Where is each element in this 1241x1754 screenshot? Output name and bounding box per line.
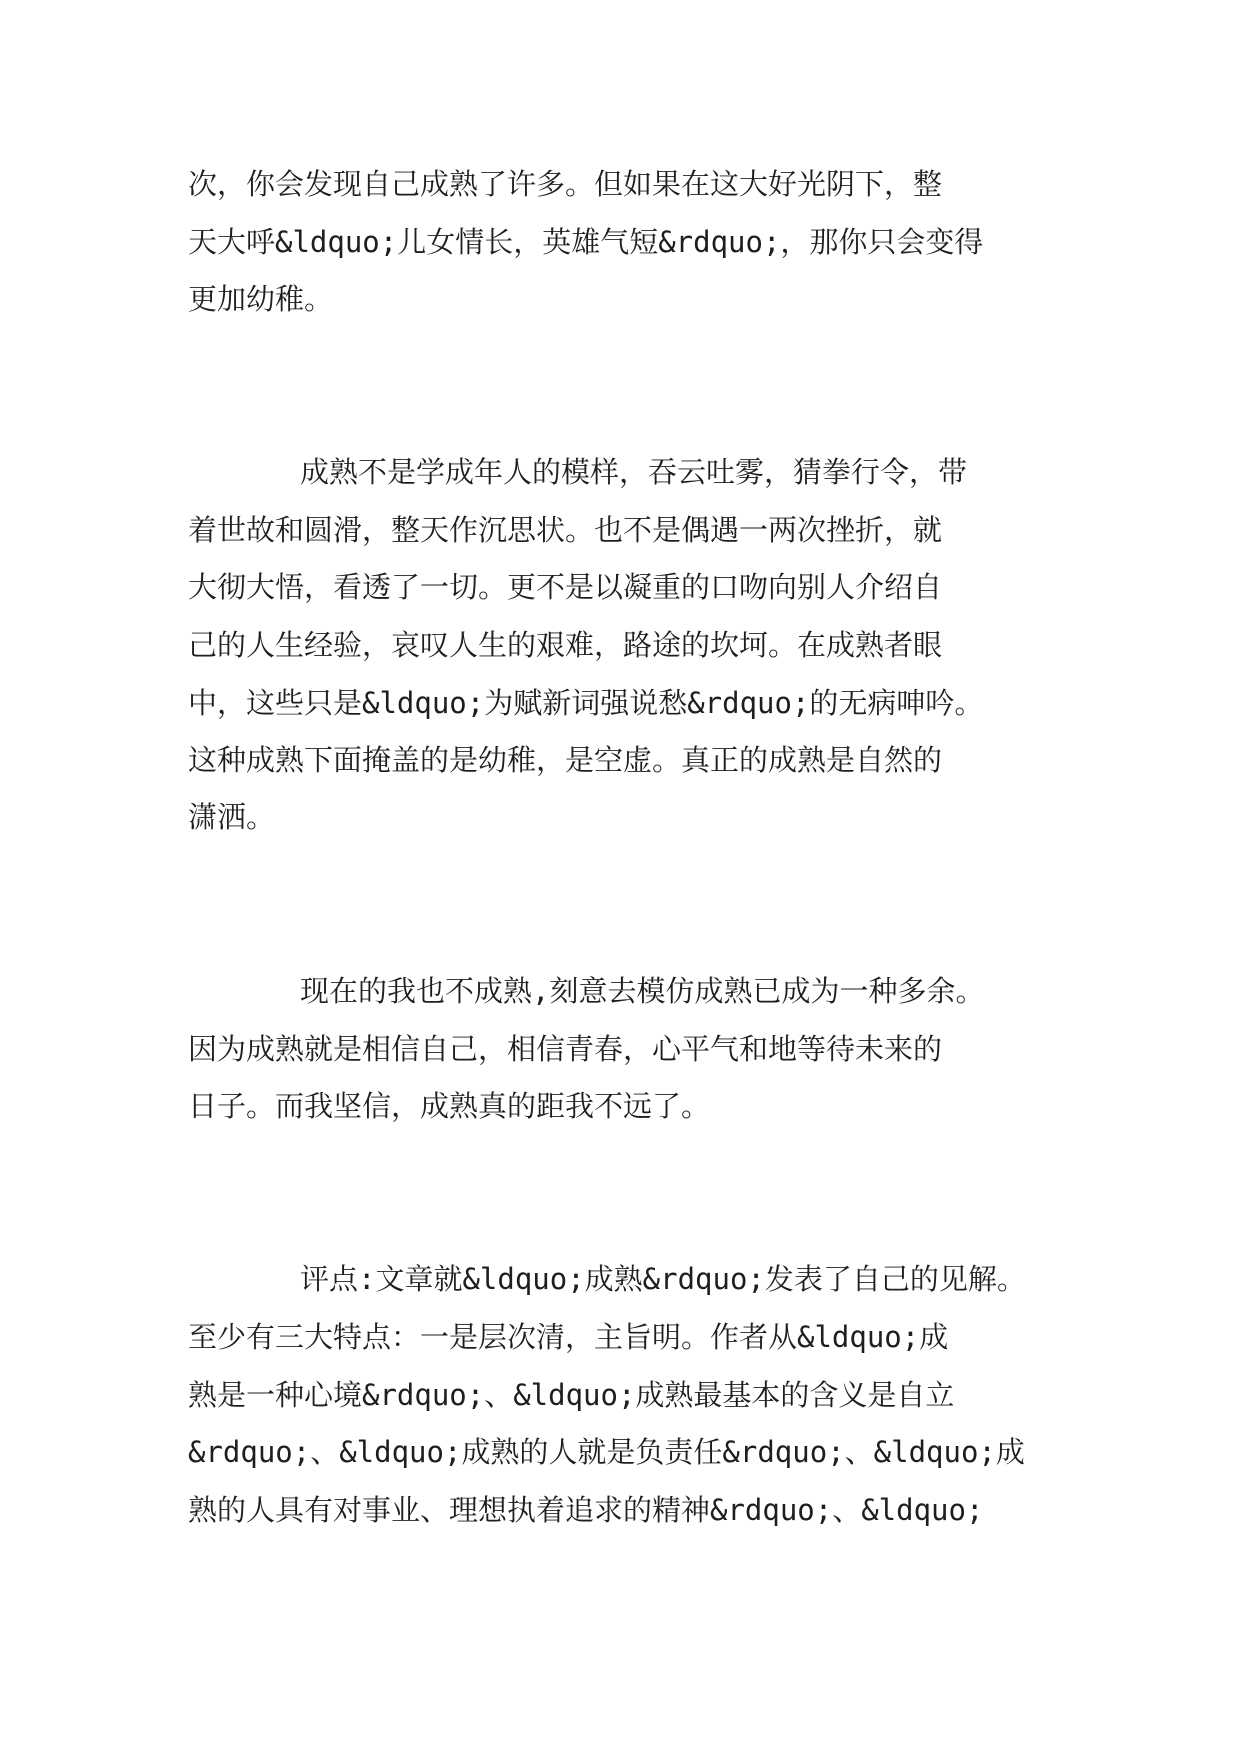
paragraph-2-line-6: 这种成熟下面掩盖的是幼稚，是空虚。真正的成熟是自然的: [188, 743, 943, 777]
paragraph-1-line-2: 天大呼&ldquo;儿女情长，英雄气短&rdquo;，那你只会变得: [188, 225, 984, 259]
paragraph-3-line-2: 因为成熟就是相信自己，相信青春，心平气和地等待未来的: [188, 1032, 943, 1066]
paragraph-2-line-2: 着世故和圆滑，整天作沉思状。也不是偶遇一两次挫折，就: [188, 513, 943, 547]
paragraph-2-line-7: 潇洒。: [188, 800, 276, 834]
paragraph-3-line-3: 日子。而我坚信，成熟真的距我不远了。: [188, 1089, 711, 1123]
paragraph-2-line-3: 大彻大悟，看透了一切。更不是以凝重的口吻向别人介绍自: [188, 570, 943, 604]
paragraph-4-line-4: &rdquo;、&ldquo;成熟的人就是负责任&rdquo;、&ldquo;成: [188, 1435, 1025, 1469]
paragraph-4-line-1: 评点:文章就&ldquo;成熟&rdquo;发表了自己的见解。: [300, 1262, 1026, 1296]
paragraph-1-line-1: 次，你会发现自己成熟了许多。但如果在这大好光阴下，整: [188, 167, 943, 201]
paragraph-4-line-5: 熟的人具有对事业、理想执着追求的精神&rdquo;、&ldquo;: [188, 1493, 984, 1527]
paragraph-4-line-3: 熟是一种心境&rdquo;、&ldquo;成熟最基本的含义是自立: [188, 1378, 955, 1412]
paragraph-4-line-2: 至少有三大特点：一是层次清，主旨明。作者从&ldquo;成: [188, 1320, 949, 1354]
paragraph-3-line-1: 现在的我也不成熟,刻意去模仿成熟已成为一种多余。: [300, 974, 985, 1008]
paragraph-2-line-4: 己的人生经验，哀叹人生的艰难，路途的坎坷。在成熟者眼: [188, 628, 943, 662]
paragraph-2-line-5: 中，这些只是&ldquo;为赋新词强说愁&rdquo;的无病呻吟。: [188, 686, 984, 720]
paragraph-1-line-3: 更加幼稚。: [188, 282, 334, 316]
paragraph-2-line-1: 成熟不是学成年人的模样，吞云吐雾，猜拳行令，带: [300, 455, 968, 489]
